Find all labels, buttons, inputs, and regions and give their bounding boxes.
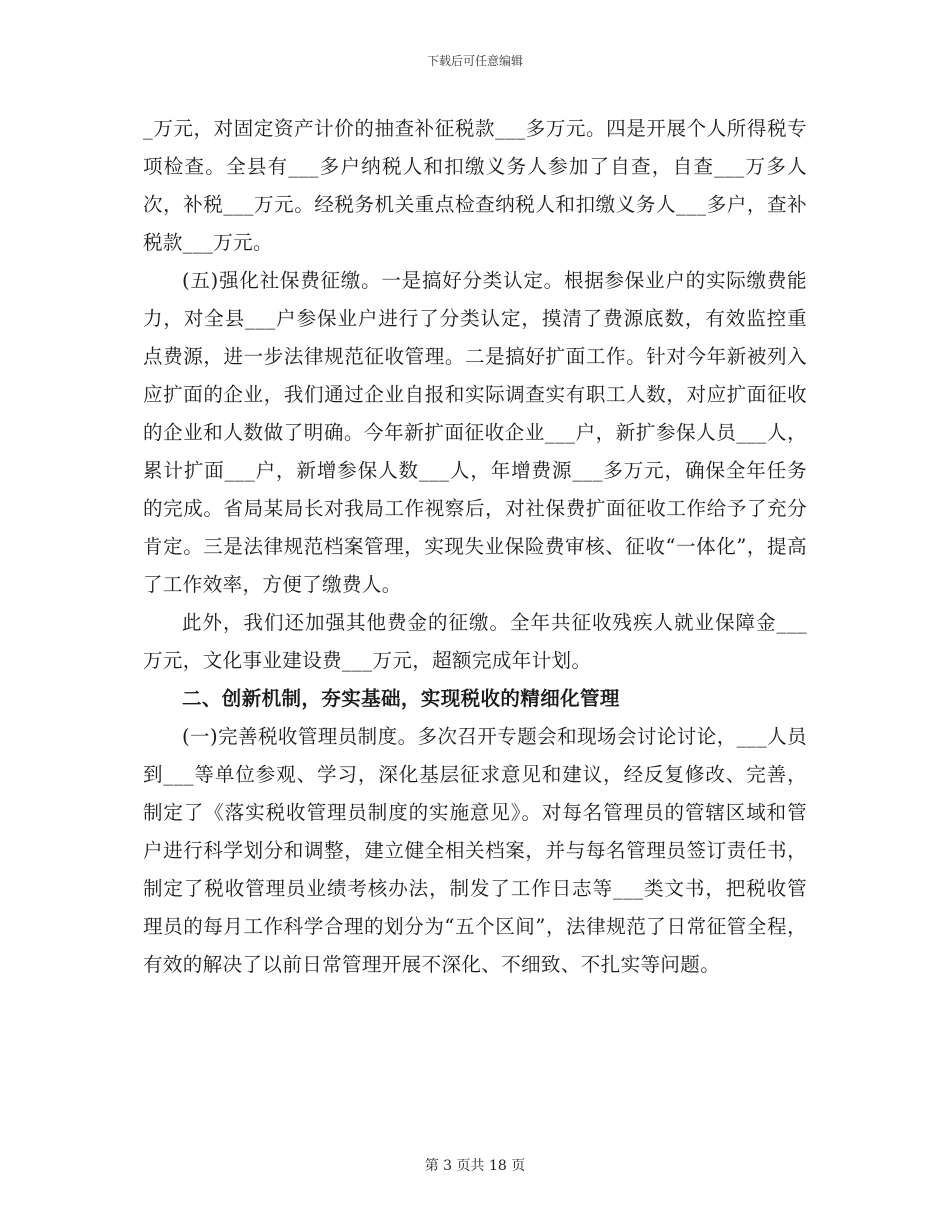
paragraph-social-security: (五)强化社保费征缴。一是搞好分类认定。根据参保业户的实际缴费能力，对全县___户参保业户进行了分类认定，摸清了费源底数，有效监控重点费源，进一步法律规范征收管理。二是搞好扩面工作。针对今年新被列入应扩面的企业，我们通过企业自报和实际调查实有职工人数，对应扩面征收的企业和人数做了明确。今年新扩面征收企业___户，新扩参保人员___人，累计扩面___户，新增参保人数___人，年增费源___多万元，确保全年任务的完成。省局某局长对我局工作视察后，对社保费扩面征收工作给予了充分肯定。三是法律规范档案管理，实现失业保险费审核、征收“一体化”，提高了工作效率，方便了缴费人。 <box>143 269 807 596</box>
document-body <box>143 110 807 984</box>
paragraph-tax-inspection: _万元，对固定资产计价的抽查补征税款___多万元。四是开展个人所得税专项检查。全县有___多户纳税人和扣缴义务人参加了自查，自查___万多人次，补税___万元。经税务机关重点检查纳税人和扣缴义务人___多户，查补税款___万元。 <box>143 117 807 254</box>
page-header: 下载后可任意编辑 <box>426 54 523 68</box>
page-footer: 第 3 页共 18 页 <box>424 1158 526 1174</box>
section-heading: 二、创新机制，夯实基础，实现税收的精细化管理 <box>182 687 620 710</box>
paragraph-other-fees: 此外，我们还加强其他费金的征缴。全年共征收残疾人就业保障金___万元，文化事业建设费___万元，超额完成年计划。 <box>143 611 807 672</box>
paragraph-tax-administrator: (一)完善税收管理员制度。多次召开专题会和现场会讨论讨论，___人员到___等单位参观、学习，深化基层征求意见和建议，经反复修改、完善，制定了《落实税收管理员制度的实施意见》。对每名管理员的管辖区域和管户进行科学划分和调整，建立健全相关档案，并与每名管理员签订责任书，制定了税收管理员业绩考核办法，制发了工作日志等___类文书，把税收管理员的每月工作科学合理的划分为“五个区间”，法律规范了日常征管全程，有效的解决了以前日常管理开展不深化、不细致、不扎实等问题。 <box>143 725 807 976</box>
